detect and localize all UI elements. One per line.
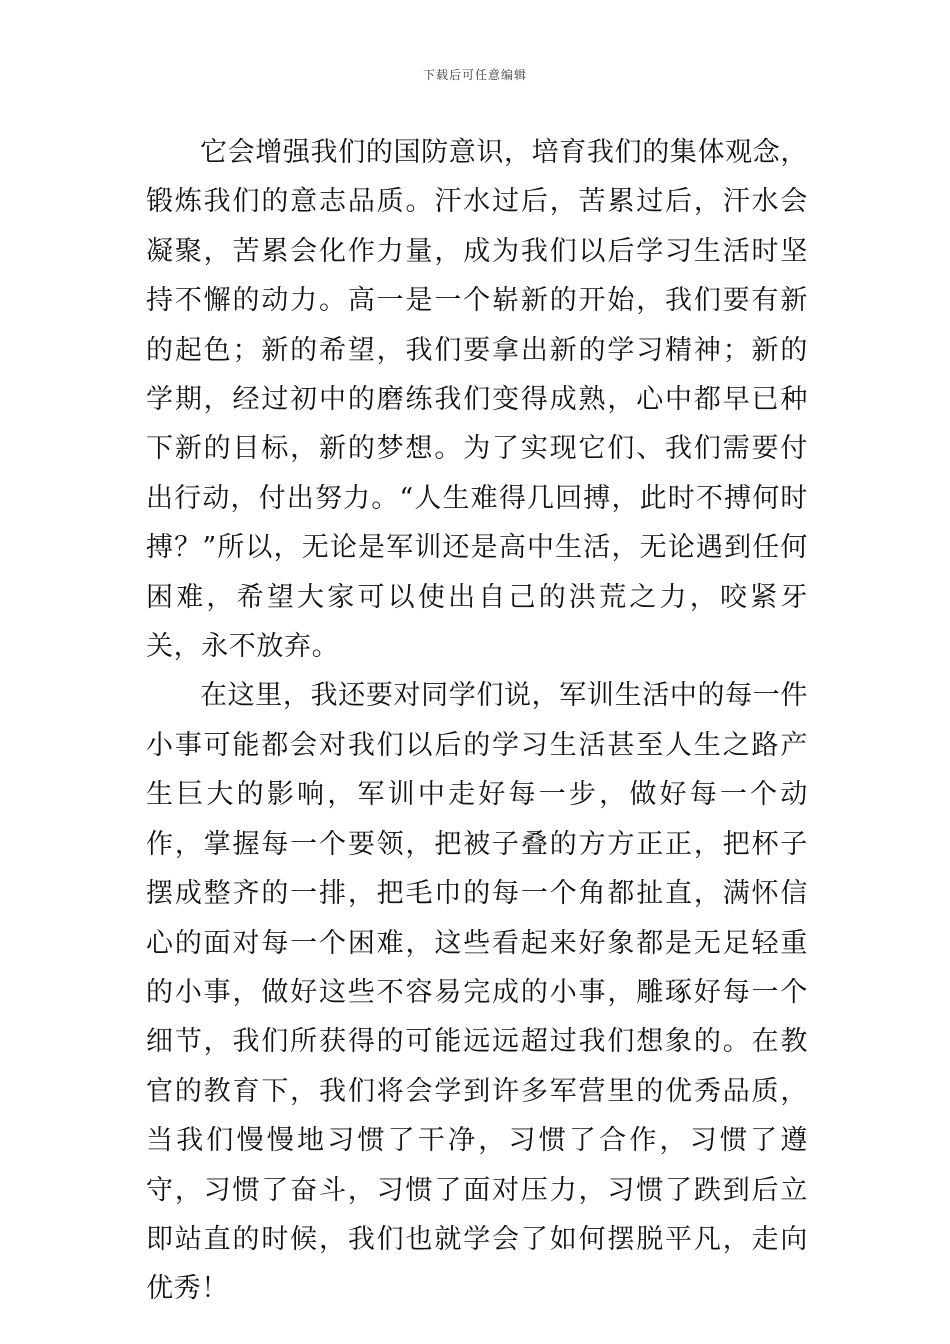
paragraph: 它会增强我们的国防意识，培育我们的集体观念，锻炼我们的意志品质。汗水过后，苦累过后，汗水会凝聚，苦累会化作力量，成为我们以后学习生活时坚持不懈的动力。高一是一个崭新的开始，我们要有新的起色；新的希望，我们要拿出新的学习精神；新的学期，经过初中的磨练我们变得成熟，心中都早已种下新的目标，新的梦想。为了实现它们、我们需要付出行动，付出努力。“人生难得几回搏，此时不搏何时搏？”所以，无论是军训还是高中生活，无论遇到任何困难，希望大家可以使出自己的洪荒之力，咬紧牙关，永不放弃。 [146, 137, 808, 663]
paragraph: 在这里，我还要对同学们说，军训生活中的每一件小事可能都会对我们以后的学习生活甚至人生之路产生巨大的影响，军训中走好每一步，做好每一个动作，掌握每一个要领，把被子叠的方方正正，把杯子摆成整齐的一排，把毛巾的每一个角都扯直，满怀信心的面对每一个困难，这些看起来好象都是无足轻重的小事，做好这些不容易完成的小事，雕琢好每一个细节，我们所获得的可能远远超过我们想象的。在教官的教育下，我们将会学到许多军营里的优秀品质，当我们慢慢地习惯了干净，习惯了合作，习惯了遵守，习惯了奋斗，习惯了面对压力，习惯了跌到后立即站直的时候，我们也就学会了如何摆脱平凡，走向优秀！ [146, 680, 808, 1305]
document-body [146, 128, 808, 1314]
page-header: 下载后可任意编辑 [422, 68, 527, 82]
